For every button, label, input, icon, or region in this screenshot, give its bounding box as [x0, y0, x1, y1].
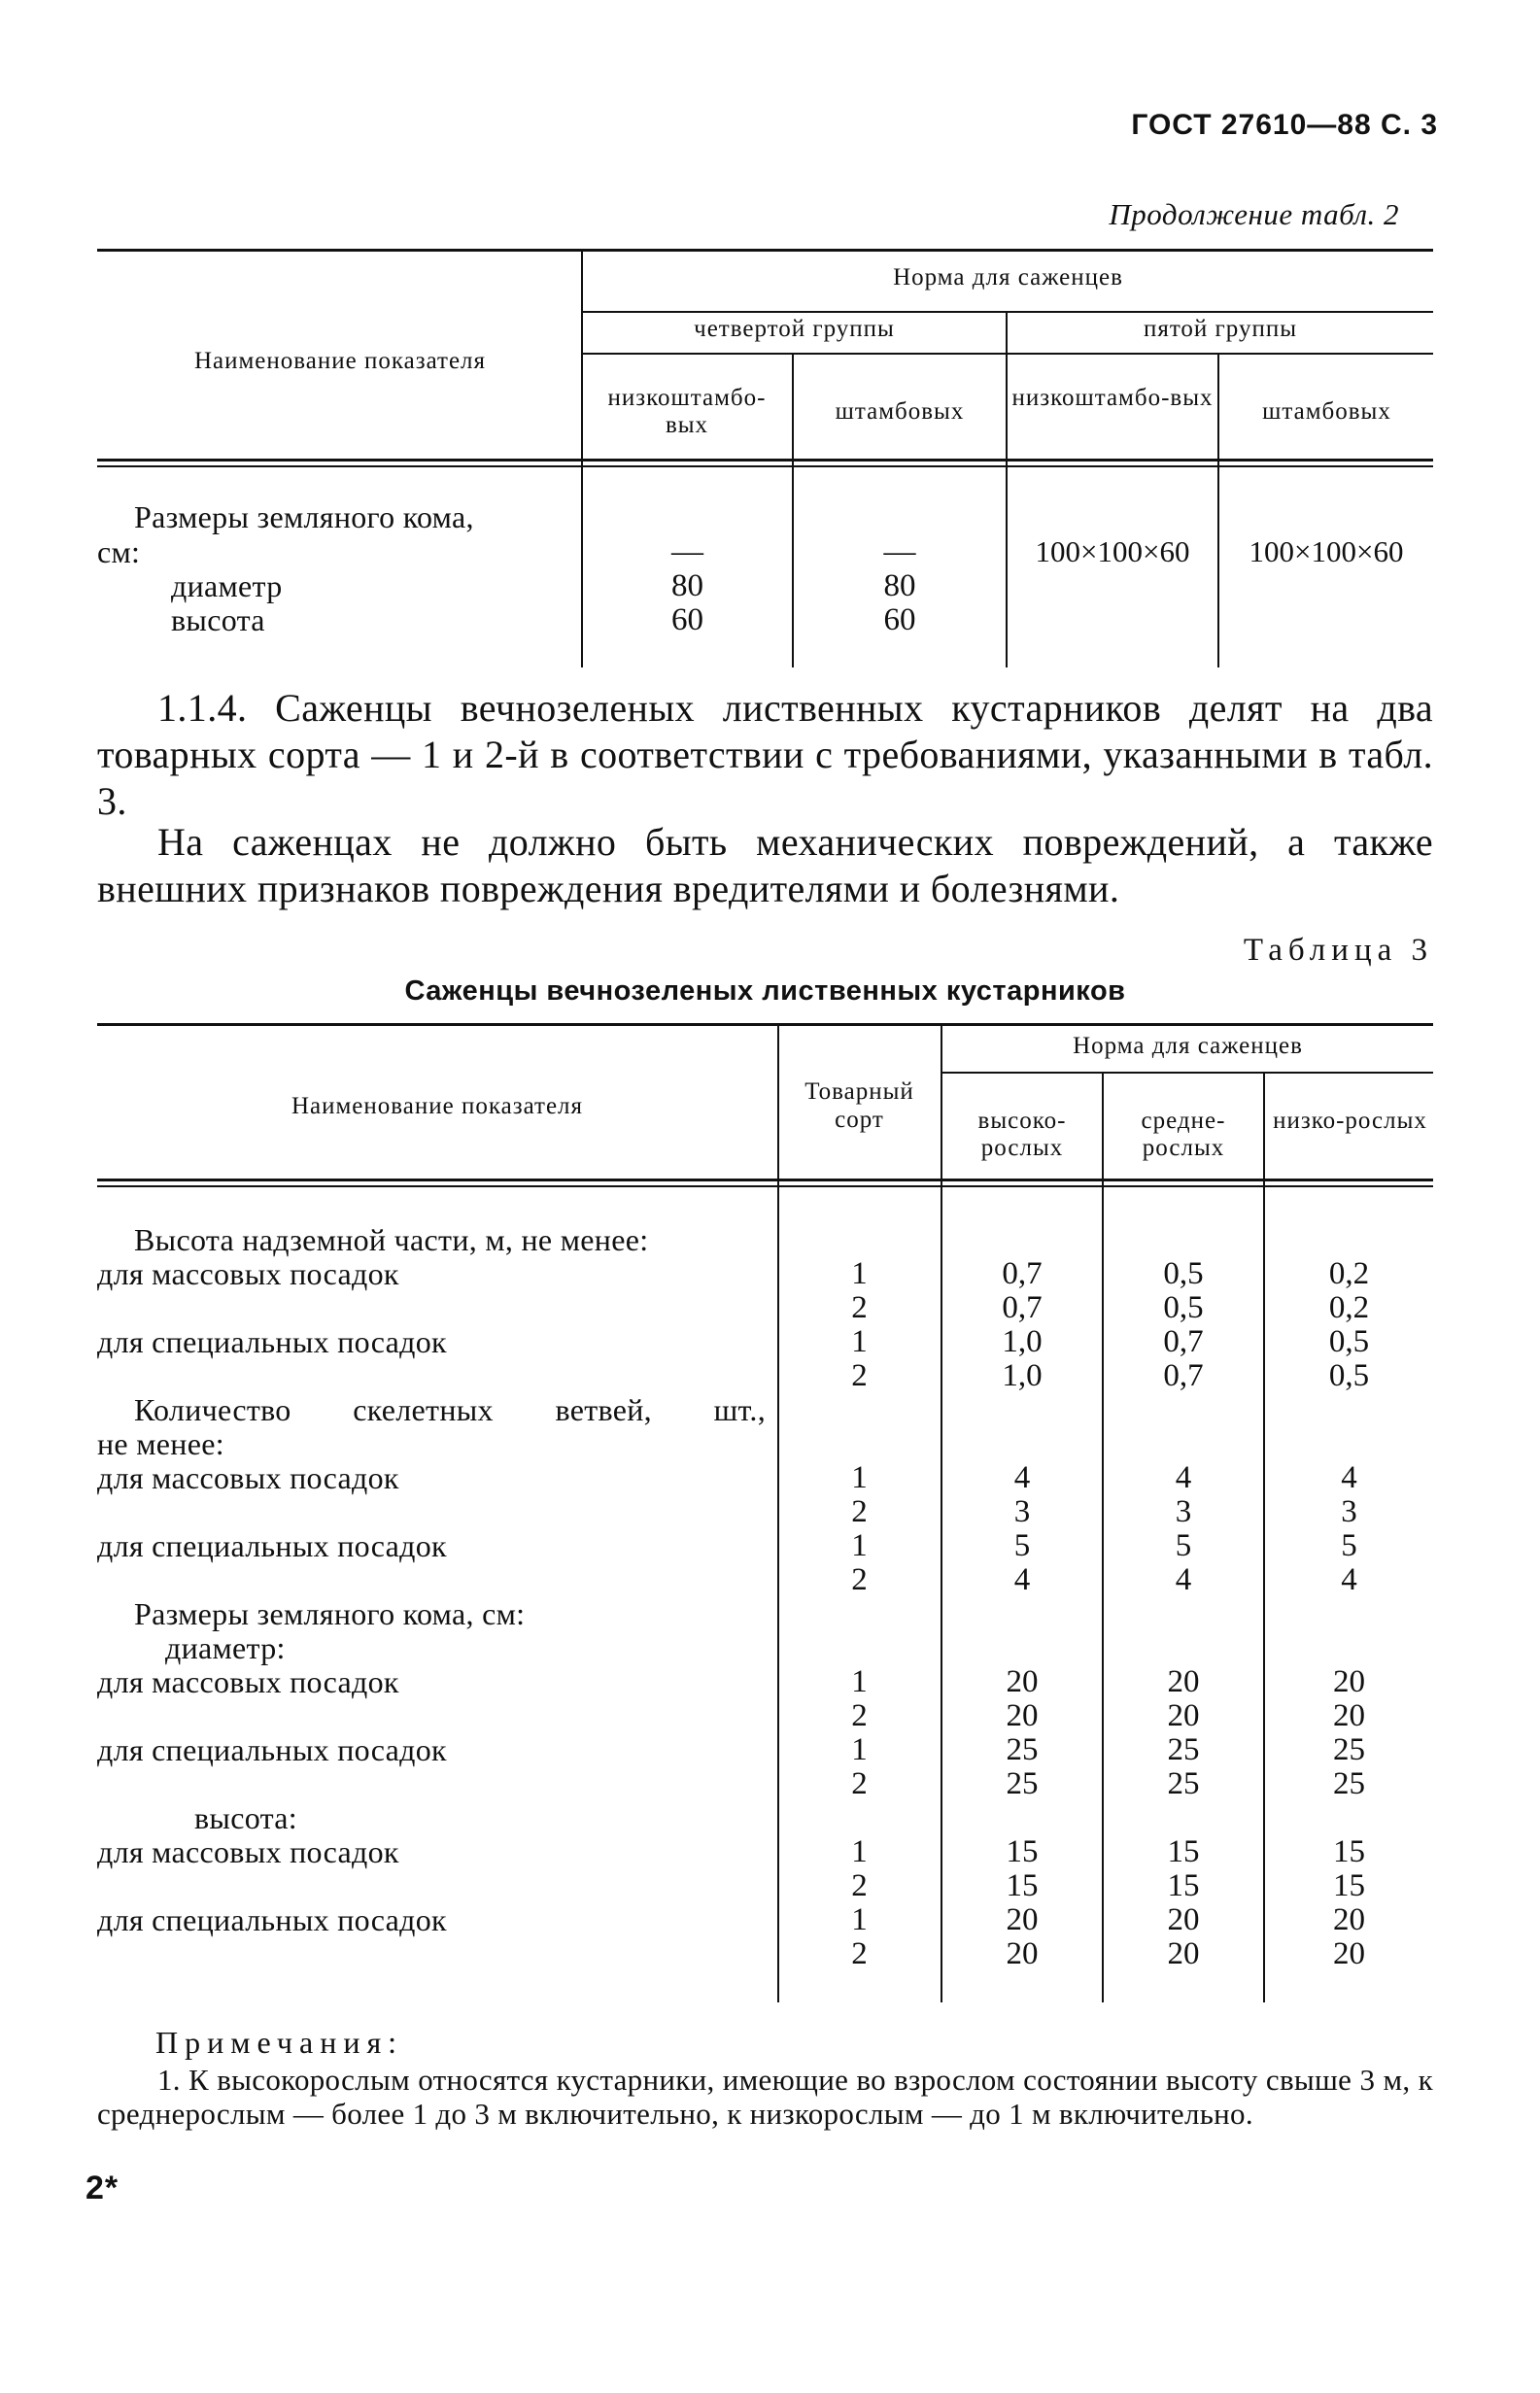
t3-cell-tall: 0,7 — [1002, 1256, 1043, 1291]
t3-cell-mid: 20 — [1167, 1664, 1200, 1699]
t3-cell-low: 5 — [1341, 1528, 1357, 1563]
t3-cell-mid: 4 — [1175, 1460, 1192, 1495]
t2-group-4: четвертой группы — [694, 316, 895, 342]
note-1: 1. К высокорослым относятся кустарники, имеющие во взрослом состоянии высоту свыше 3 м, к среднерослым — более 1 до 3 м включительно, к низкорослым — до 1 м включительно. — [97, 2063, 1433, 2132]
t3-row-label: диаметр: — [165, 1630, 286, 1665]
t3-cell-tall: 15 — [1006, 1834, 1039, 1869]
t3-cell-mid: 0,7 — [1163, 1324, 1204, 1359]
t3-cell-mid: 20 — [1167, 1936, 1200, 1971]
t2-dash-4stem: — — [883, 534, 916, 569]
t3-row-label: для специальных посадок — [97, 1324, 447, 1359]
t3-cell-grade: 2 — [851, 1766, 868, 1801]
t3-row-label: для специальных посадок — [97, 1528, 447, 1563]
t3-cell-grade: 1 — [851, 1324, 868, 1359]
t3-col-tall: высоко-рослых — [977, 1108, 1067, 1161]
t3-cell-mid: 20 — [1167, 1902, 1200, 1937]
t3-cell-grade: 1 — [851, 1732, 868, 1767]
t3-cell-mid: 25 — [1167, 1766, 1200, 1801]
table-3-label: Таблица 3 — [1243, 933, 1433, 968]
t3-cell-low: 20 — [1333, 1698, 1365, 1733]
t3-cell-tall: 15 — [1006, 1868, 1039, 1903]
t3-row-label: для массовых посадок — [97, 1460, 399, 1495]
notes-title: Примечания: — [155, 2025, 404, 2060]
t3-cell-mid: 5 — [1175, 1528, 1192, 1563]
t3-cell-tall: 3 — [1013, 1494, 1031, 1529]
t3-cell-mid: 25 — [1167, 1732, 1200, 1767]
t3-cell-low: 25 — [1333, 1732, 1365, 1767]
t2-size-5stem: 100×100×60 — [1249, 534, 1404, 568]
table-3-title: Саженцы вечнозеленых лиственных кустарников — [404, 975, 1126, 1007]
t3-row-label: для массовых посадок — [97, 1664, 399, 1699]
t3-row-label: Размеры земляного кома, см: — [134, 1596, 526, 1631]
t3-cell-mid: 3 — [1175, 1494, 1192, 1529]
t2-low-stem-4: низкоштамбо-вых — [607, 385, 767, 438]
t3-row-label: для массовых посадок — [97, 1256, 399, 1291]
t3-cell-tall: 20 — [1006, 1936, 1039, 1971]
t3-col-indicator: Наименование показателя — [291, 1093, 584, 1119]
t3-cell-grade: 1 — [851, 1664, 868, 1699]
t3-cell-tall: 20 — [1006, 1902, 1039, 1937]
t3-cell-low: 0,5 — [1328, 1358, 1370, 1393]
t3-cell-grade: 2 — [851, 1358, 868, 1393]
t2-group-5: пятой группы — [1143, 316, 1298, 342]
t2-row-diameter: диаметр — [171, 568, 283, 603]
t3-cell-grade: 2 — [851, 1868, 868, 1903]
t3-row-label: высота: — [194, 1800, 297, 1835]
t3-cell-tall: 25 — [1006, 1732, 1039, 1767]
t2-diam-4stem: 80 — [883, 568, 916, 603]
t3-cell-grade: 1 — [851, 1460, 868, 1495]
t3-cell-mid: 15 — [1167, 1834, 1200, 1869]
t3-cell-grade: 1 — [851, 1834, 868, 1869]
t3-cell-tall: 25 — [1006, 1766, 1039, 1801]
t3-cell-grade: 2 — [851, 1494, 868, 1529]
t3-cell-mid: 0,7 — [1163, 1358, 1204, 1393]
t3-col-mid: средне-рослых — [1141, 1108, 1226, 1161]
t3-cell-tall: 4 — [1013, 1562, 1031, 1597]
t3-col-norm: Норма для саженцев — [1073, 1033, 1303, 1059]
paragraph-damage: На саженцах не должно быть механических повреждений, а также внешних признаков повреждения вредителями и болезнями. — [97, 820, 1433, 910]
t2-height-4stem: 60 — [883, 602, 916, 637]
t2-row-label-unit: см: — [97, 534, 141, 569]
t3-cell-low: 0,2 — [1328, 1256, 1370, 1291]
t2-diam-4low: 80 — [671, 568, 703, 603]
t3-cell-grade: 2 — [851, 1562, 868, 1597]
table-continuation-label: Продолжение табл. 2 — [1109, 197, 1399, 231]
t3-cell-grade: 2 — [851, 1290, 868, 1325]
t3-cell-tall: 5 — [1013, 1528, 1031, 1563]
t3-row-label: не менее: — [97, 1426, 224, 1461]
t3-cell-low: 0,2 — [1328, 1290, 1370, 1325]
t3-col-low: низко-рослых — [1273, 1108, 1427, 1134]
t3-cell-low: 15 — [1333, 1834, 1365, 1869]
t3-row-label: для массовых посадок — [97, 1834, 399, 1869]
t3-cell-grade: 2 — [851, 1936, 868, 1971]
t3-cell-low: 0,5 — [1328, 1324, 1370, 1359]
t3-cell-grade: 2 — [851, 1698, 868, 1733]
t2-stem-4: штамбовых — [835, 398, 965, 425]
t3-cell-low: 25 — [1333, 1766, 1365, 1801]
t2-col-norm: Норма для саженцев — [893, 264, 1123, 291]
t3-row-label: Количество скелетных ветвей, шт., — [134, 1392, 766, 1427]
t3-row-label: Высота надземной части, м, не менее: — [134, 1222, 649, 1257]
paragraph-1-1-4: 1.1.4. Саженцы вечнозеленых лиственных кустарников делят на два товарных сорта — 1 и 2-й в соответствии с требованиями, указанными в табл. 3. — [97, 686, 1433, 823]
t3-cell-tall: 1,0 — [1002, 1358, 1043, 1393]
t3-cell-low: 20 — [1333, 1936, 1365, 1971]
t2-height-4low: 60 — [671, 602, 703, 637]
t3-cell-mid: 0,5 — [1163, 1290, 1204, 1325]
t3-cell-tall: 1,0 — [1002, 1324, 1043, 1359]
t3-cell-tall: 20 — [1006, 1664, 1039, 1699]
t3-cell-mid: 15 — [1167, 1868, 1200, 1903]
t2-low-stem-5: низкоштамбо-вых — [1011, 385, 1214, 411]
t3-cell-low: 20 — [1333, 1902, 1365, 1937]
t3-col-grade: Товарный сорт — [804, 1078, 914, 1133]
t3-cell-mid: 20 — [1167, 1698, 1200, 1733]
t3-cell-tall: 0,7 — [1002, 1290, 1043, 1325]
t3-cell-low: 15 — [1333, 1868, 1365, 1903]
t2-size-5low: 100×100×60 — [1035, 534, 1190, 568]
t3-cell-low: 4 — [1341, 1460, 1357, 1495]
t3-cell-tall: 20 — [1006, 1698, 1039, 1733]
t3-row-label: для специальных посадок — [97, 1902, 447, 1937]
t3-cell-mid: 4 — [1175, 1562, 1192, 1597]
t2-row-label: Размеры земляного кома, — [134, 499, 474, 534]
t3-row-label: для специальных посадок — [97, 1732, 447, 1767]
t3-cell-low: 4 — [1341, 1562, 1357, 1597]
standard-header: ГОСТ 27610—88 С. 3 — [1131, 109, 1438, 141]
t2-stem-5: штамбовых — [1262, 398, 1391, 425]
t2-dash-4low: — — [671, 534, 703, 569]
t3-cell-low: 20 — [1333, 1664, 1365, 1699]
t3-cell-tall: 4 — [1013, 1460, 1031, 1495]
t3-cell-mid: 0,5 — [1163, 1256, 1204, 1291]
t3-cell-grade: 1 — [851, 1902, 868, 1937]
t3-cell-grade: 1 — [851, 1528, 868, 1563]
t3-cell-grade: 1 — [851, 1256, 868, 1291]
t3-cell-low: 3 — [1341, 1494, 1357, 1529]
t2-row-height: высота — [171, 602, 265, 637]
page-mark: 2* — [86, 2170, 120, 2206]
t2-col-indicator: Наименование показателя — [193, 348, 487, 374]
